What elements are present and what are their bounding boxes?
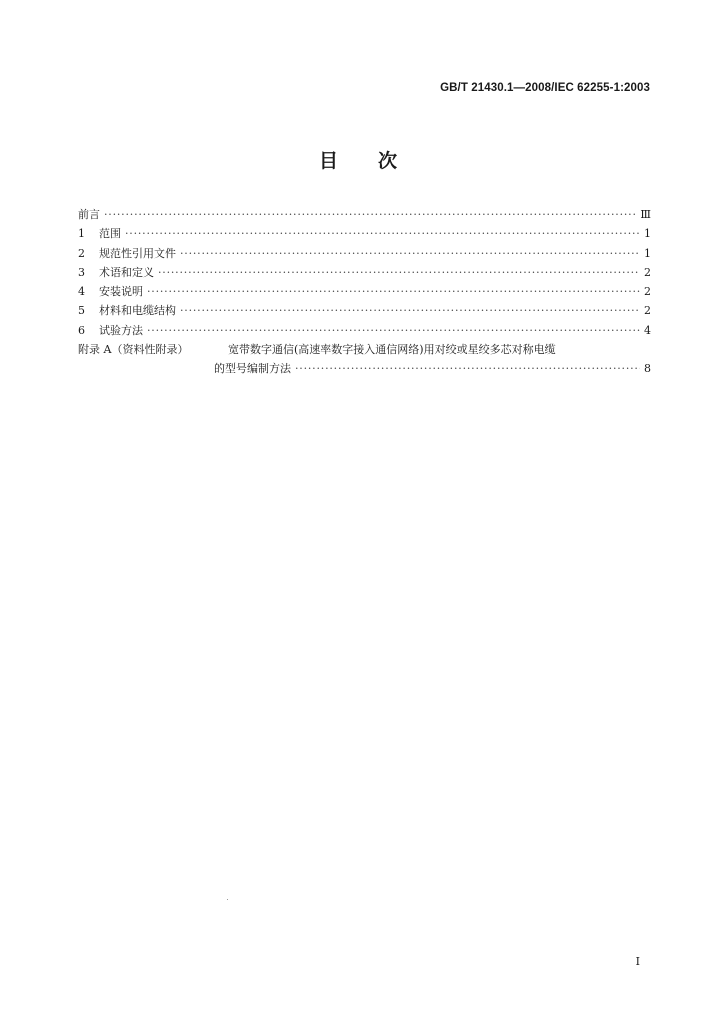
table-of-contents [78, 205, 651, 379]
toc-entry-3[interactable] [78, 263, 651, 282]
dot-leader [125, 224, 640, 243]
toc-entry-6[interactable] [78, 321, 651, 340]
toc-title [0, 146, 716, 173]
toc-entry-page: 2 [644, 304, 651, 318]
toc-entry-preface[interactable] [78, 205, 651, 224]
toc-entry-number: 5 [78, 304, 85, 318]
dot-leader [147, 282, 640, 301]
toc-entry-number: 3 [78, 265, 85, 279]
toc-title-char-2: 次 [378, 150, 398, 172]
toc-entry-label: 规范性引用文件 [99, 246, 176, 260]
toc-entry-number: 2 [78, 246, 85, 260]
toc-entry-label: 材料和电缆结构 [99, 304, 176, 318]
toc-entry-2[interactable] [78, 244, 651, 263]
toc-entry-page: 2 [644, 285, 651, 299]
toc-entry-annex-a-continuation[interactable] [78, 359, 651, 378]
toc-entry-page: 8 [644, 362, 651, 376]
dot-leader [158, 263, 640, 282]
toc-entry-4[interactable] [78, 282, 651, 301]
dot-leader [147, 321, 640, 340]
standard-code: GB/T 21430.1—2008/IEC 62255-1:2003 [440, 82, 650, 94]
annex-label: 附录 A（资料性附录） [78, 343, 189, 357]
toc-entry-label: 范围 [99, 227, 121, 241]
toc-entry-page: 1 [644, 246, 651, 260]
toc-entry-label: 前言 [78, 208, 100, 221]
toc-entry-number: 6 [78, 323, 85, 337]
toc-entry-annex-a[interactable] [78, 340, 651, 359]
scan-speck [227, 899, 228, 900]
toc-title-char-1: 目 [318, 150, 338, 172]
annex-title-line-1: 宽带数字通信(高速率数字接入通信网络)用对绞或星绞多芯对称电缆 [228, 343, 556, 357]
toc-entry-label: 试验方法 [99, 323, 143, 337]
toc-entry-page: 4 [644, 323, 651, 337]
annex-title-line-2: 的型号编制方法 [214, 362, 291, 376]
toc-entry-page: 2 [644, 265, 651, 279]
dot-leader [180, 301, 640, 320]
dot-leader [295, 359, 640, 378]
toc-entry-1[interactable] [78, 224, 651, 243]
toc-entry-label: 安装说明 [99, 285, 143, 299]
toc-entry-number: 1 [78, 227, 85, 241]
toc-entry-5[interactable] [78, 301, 651, 320]
toc-entry-number: 4 [78, 285, 85, 299]
dot-leader [104, 205, 637, 224]
dot-leader [180, 244, 640, 263]
toc-entry-label: 术语和定义 [99, 265, 154, 279]
page-number: I [635, 955, 640, 968]
toc-entry-page: Ⅲ [640, 208, 651, 221]
toc-entry-page: 1 [644, 227, 651, 241]
